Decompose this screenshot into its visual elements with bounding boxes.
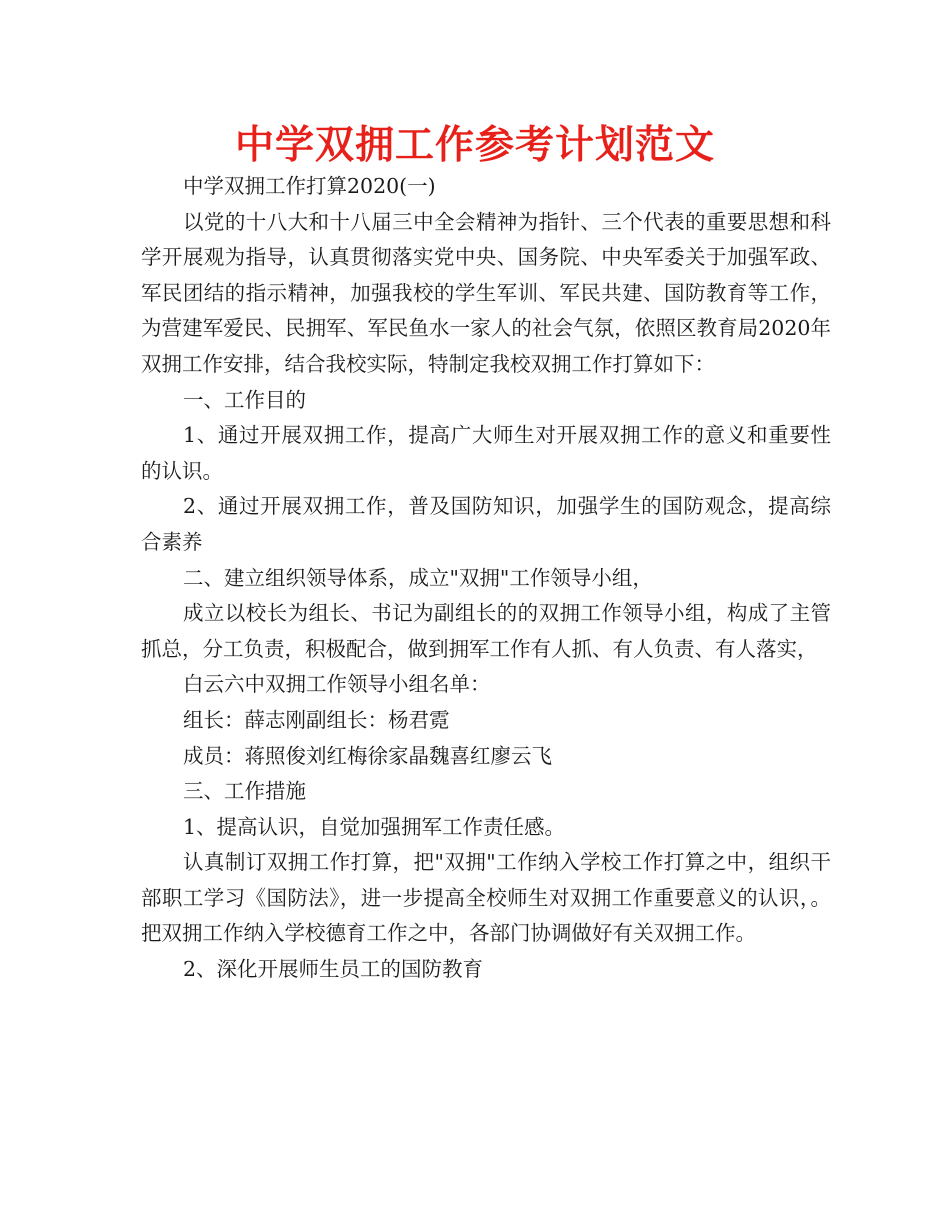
heading-section-3: 三、工作措施 <box>183 779 306 804</box>
paragraph-group-list-title: 白云六中双拥工作领导小组名单： <box>183 672 491 697</box>
paragraph-intro: 以党的十八大和十八届三中全会精神为指针、三个代表的重要思想和科学开展观为指导，认真贯彻落实党中央、国务院、中央军委关于加强军政、军民团结的指示精神，加强我校的学生军训、军民共建、国防教育等工作，为营建军爱民、民拥军、军民鱼水一家人的社会气氛，依照区教育局2020年双拥工作安排，结合我校实际，特制定我校双拥工作打算如下： <box>141 209 831 376</box>
paragraph-members: 成员：蒋照俊刘红梅徐家晶魏喜红廖云飞 <box>183 743 552 768</box>
paragraph-goal-2: 2、通过开展双拥工作，普及国防知识，加强学生的国防观念，提高综合素养 <box>141 494 831 554</box>
document-body <box>141 169 831 988</box>
paragraph-organization: 成立以校长为组长、书记为副组长的的双拥工作领导小组，构成了主管抓总，分工负责，积极配合，做到拥军工作有人抓、有人负责、有人落实， <box>141 601 831 661</box>
paragraph-goal-1: 1、通过开展双拥工作，提高广大师生对开展双拥工作的意义和重要性的认识。 <box>141 423 831 483</box>
paragraph-leaders: 组长：薛志刚副组长：杨君霓 <box>183 707 450 732</box>
paragraph-measure-2: 2、深化开展师生员工的国防教育 <box>183 957 484 982</box>
document-title: 中学双拥工作参考计划范文 <box>234 123 715 168</box>
heading-section-1: 一、工作目的 <box>183 387 306 412</box>
heading-section-2: 二、建立组织领导体系，成立"双拥"工作领导小组， <box>183 565 653 590</box>
paragraph-measure-1: 1、提高认识，自觉加强拥军工作责任感。 <box>183 814 566 839</box>
paragraph-measure-1-detail: 认真制订双拥工作打算，把"双拥"工作纳入学校工作打算之中，组织干部职工学习《国防法》，进一步提高全校师生对双拥工作重要意义的认识，。把双拥工作纳入学校德育工作之中，各部门协调做好有关双拥工作。 <box>141 850 831 946</box>
paragraph-subtitle: 中学双拥工作打算2020(一) <box>183 174 436 198</box>
